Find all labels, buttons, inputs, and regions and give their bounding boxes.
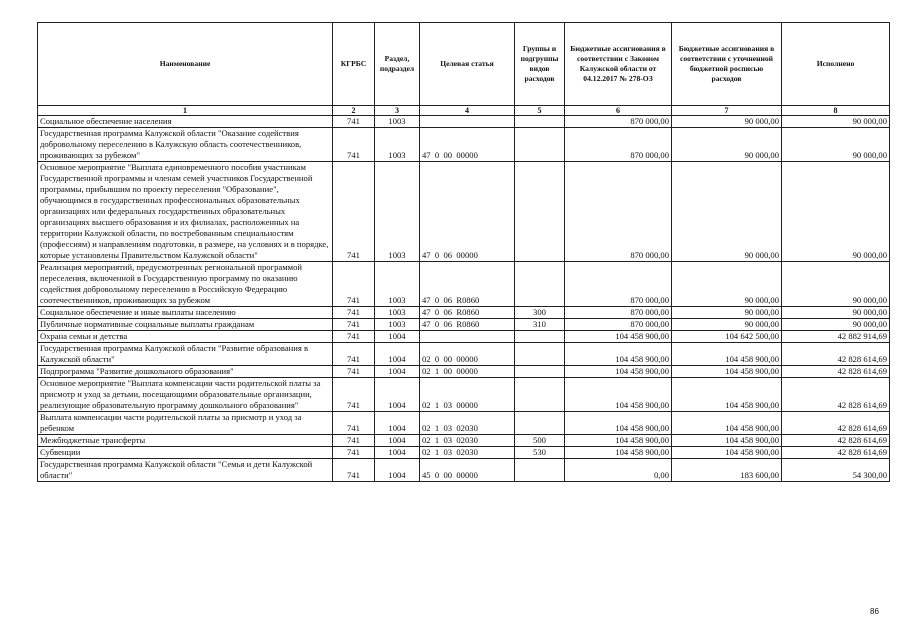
row-section-cell: 1003 [375,116,420,128]
row-section-cell: 1004 [375,331,420,343]
row-kgrbs-cell: 741 [333,435,375,447]
row-target-cell: 02 1 03 00000 [420,378,515,412]
row-revised-amount-cell: 104 458 900,00 [672,378,782,412]
row-group-cell [515,412,565,435]
table-row [38,343,890,366]
row-name-cell: Охрана семьи и детства [38,331,333,343]
row-section-cell: 1003 [375,262,420,307]
row-group-cell: 310 [515,319,565,331]
column-number: 4 [420,106,515,116]
row-kgrbs-cell: 741 [333,331,375,343]
table-row [38,128,890,162]
row-target-cell: 47 0 06 00000 [420,162,515,262]
budget-table [37,22,890,482]
row-revised-amount-cell: 104 458 900,00 [672,343,782,366]
row-section-cell: 1003 [375,162,420,262]
table-row [38,435,890,447]
header-section: Раздел, подраздел [375,23,420,106]
row-section-cell: 1004 [375,343,420,366]
header-row [38,23,890,106]
row-name-cell: Государственная программа Калужской области "Семья и дети Калужской области" [38,459,333,482]
row-name-cell: Публичные нормативные социальные выплаты гражданам [38,319,333,331]
row-group-cell [515,378,565,412]
row-kgrbs-cell: 741 [333,162,375,262]
row-name-cell: Основное мероприятие "Выплата компенсации части родительской платы за присмотр и уход за детьми, посещающими образовательные организации, реализующие образовательную программу дошкольного образования" [38,378,333,412]
row-law-amount-cell: 870 000,00 [565,116,672,128]
row-kgrbs-cell: 741 [333,366,375,378]
row-kgrbs-cell: 741 [333,116,375,128]
row-revised-amount-cell: 183 600,00 [672,459,782,482]
table-row [38,162,890,262]
row-group-cell [515,331,565,343]
table-row [38,262,890,307]
row-name-cell: Субвенции [38,447,333,459]
row-target-cell: 47 0 06 R0860 [420,319,515,331]
row-revised-amount-cell: 90 000,00 [672,162,782,262]
row-law-amount-cell: 104 458 900,00 [565,435,672,447]
column-number: 6 [565,106,672,116]
row-law-amount-cell: 104 458 900,00 [565,378,672,412]
row-name-cell: Основное мероприятие "Выплата единовременного пособия участникам Государственной программы и членам семей участников Государственной программы, прибывшим по проекту переселения "Образование", обучающимся в государственных профессиональных образовательных организациях или федеральных государственных образовательных организациях высшего образования и их филиалах, расположенных на территории Калужской области, по востребованным специальностям (профессиям) и направлениям подготовки, в размере, на условиях и в порядке, которые установлены Правительством Калужской области" [38,162,333,262]
row-revised-amount-cell: 104 458 900,00 [672,412,782,435]
table-row [38,331,890,343]
row-executed-amount-cell: 42 828 614,69 [782,343,890,366]
row-target-cell [420,331,515,343]
header-group: Группы и подгруппы видов расходов [515,23,565,106]
row-executed-amount-cell: 42 828 614,69 [782,412,890,435]
row-kgrbs-cell: 741 [333,459,375,482]
row-executed-amount-cell: 90 000,00 [782,162,890,262]
header-revised: Бюджетные ассигнования в соответствии с уточненной бюджетной росписью расходов [672,23,782,106]
row-law-amount-cell: 104 458 900,00 [565,447,672,459]
row-target-cell: 02 1 00 00000 [420,366,515,378]
row-section-cell: 1004 [375,447,420,459]
row-revised-amount-cell: 90 000,00 [672,319,782,331]
row-group-cell: 530 [515,447,565,459]
row-law-amount-cell: 104 458 900,00 [565,366,672,378]
row-group-cell: 500 [515,435,565,447]
row-law-amount-cell: 870 000,00 [565,262,672,307]
row-executed-amount-cell: 90 000,00 [782,262,890,307]
row-group-cell [515,262,565,307]
row-section-cell: 1004 [375,366,420,378]
row-kgrbs-cell: 741 [333,128,375,162]
row-target-cell: 02 1 03 02030 [420,447,515,459]
row-section-cell: 1004 [375,412,420,435]
row-revised-amount-cell: 104 642 500,00 [672,331,782,343]
column-number: 5 [515,106,565,116]
row-group-cell [515,343,565,366]
table-row [38,378,890,412]
column-number: 1 [38,106,333,116]
row-revised-amount-cell: 90 000,00 [672,262,782,307]
row-law-amount-cell: 104 458 900,00 [565,412,672,435]
row-group-cell [515,128,565,162]
row-executed-amount-cell: 42 882 914,69 [782,331,890,343]
budget-table-sheet [37,22,889,482]
row-target-cell: 47 0 00 00000 [420,128,515,162]
row-law-amount-cell: 870 000,00 [565,162,672,262]
column-number: 7 [672,106,782,116]
row-target-cell: 02 1 03 02030 [420,412,515,435]
row-target-cell: 45 0 00 00000 [420,459,515,482]
row-kgrbs-cell: 741 [333,307,375,319]
table-row [38,459,890,482]
table-body [38,116,890,482]
row-law-amount-cell: 870 000,00 [565,128,672,162]
table-row [38,116,890,128]
row-group-cell: 300 [515,307,565,319]
row-executed-amount-cell: 90 000,00 [782,116,890,128]
row-revised-amount-cell: 90 000,00 [672,128,782,162]
row-target-cell: 47 0 06 R0860 [420,307,515,319]
row-revised-amount-cell: 90 000,00 [672,307,782,319]
row-name-cell: Государственная программа Калужской области "Оказание содействия добровольному переселению в Калужскую область соотечественников, проживающих за рубежом" [38,128,333,162]
row-revised-amount-cell: 104 458 900,00 [672,435,782,447]
row-law-amount-cell: 0,00 [565,459,672,482]
row-name-cell: Выплата компенсации части родительской платы за присмотр и уход за ребенком [38,412,333,435]
header-law: Бюджетные ассигнования в соответствии с Законом Калужской области от 04.12.2017 № 278-ОЗ [565,23,672,106]
column-number: 3 [375,106,420,116]
header-target: Целевая статья [420,23,515,106]
row-kgrbs-cell: 741 [333,343,375,366]
row-name-cell: Государственная программа Калужской области "Развитие образования в Калужской области" [38,343,333,366]
page-number: 86 [870,607,879,616]
header-name: Наименование [38,23,333,106]
header-executed: Исполнено [782,23,890,106]
column-number-row [38,106,890,116]
row-law-amount-cell: 104 458 900,00 [565,343,672,366]
row-kgrbs-cell: 741 [333,378,375,412]
table-row [38,366,890,378]
column-number: 8 [782,106,890,116]
row-section-cell: 1003 [375,128,420,162]
row-revised-amount-cell: 104 458 900,00 [672,447,782,459]
row-name-cell: Социальное обеспечение и иные выплаты населению [38,307,333,319]
row-law-amount-cell: 104 458 900,00 [565,331,672,343]
header-kgrbs: КГРБС [333,23,375,106]
column-number: 2 [333,106,375,116]
row-kgrbs-cell: 741 [333,447,375,459]
row-section-cell: 1003 [375,319,420,331]
row-kgrbs-cell: 741 [333,412,375,435]
row-group-cell [515,366,565,378]
row-target-cell [420,116,515,128]
row-executed-amount-cell: 42 828 614,69 [782,447,890,459]
row-kgrbs-cell: 741 [333,262,375,307]
table-row [38,412,890,435]
row-revised-amount-cell: 90 000,00 [672,116,782,128]
row-group-cell [515,459,565,482]
row-executed-amount-cell: 90 000,00 [782,128,890,162]
row-executed-amount-cell: 42 828 614,69 [782,378,890,412]
row-section-cell: 1004 [375,459,420,482]
row-name-cell: Реализация мероприятий, предусмотренных региональной программой переселения, включенной в Государственную программу по оказанию содействия добровольному переселению в Российскую Федерацию соотечественников, проживающих за рубежом [38,262,333,307]
row-section-cell: 1004 [375,435,420,447]
row-executed-amount-cell: 54 300,00 [782,459,890,482]
row-group-cell [515,162,565,262]
row-executed-amount-cell: 90 000,00 [782,307,890,319]
row-target-cell: 02 1 03 02030 [420,435,515,447]
row-executed-amount-cell: 42 828 614,69 [782,435,890,447]
row-executed-amount-cell: 42 828 614,69 [782,366,890,378]
row-name-cell: Подпрограмма "Развитие дошкольного образования" [38,366,333,378]
row-kgrbs-cell: 741 [333,319,375,331]
row-target-cell: 47 0 06 R0860 [420,262,515,307]
table-row [38,319,890,331]
row-name-cell: Социальное обеспечение населения [38,116,333,128]
table-row [38,447,890,459]
row-executed-amount-cell: 90 000,00 [782,319,890,331]
row-law-amount-cell: 870 000,00 [565,307,672,319]
row-name-cell: Межбюджетные трансферты [38,435,333,447]
row-group-cell [515,116,565,128]
row-section-cell: 1004 [375,378,420,412]
row-section-cell: 1003 [375,307,420,319]
row-revised-amount-cell: 104 458 900,00 [672,366,782,378]
table-row [38,307,890,319]
row-target-cell: 02 0 00 00000 [420,343,515,366]
row-law-amount-cell: 870 000,00 [565,319,672,331]
